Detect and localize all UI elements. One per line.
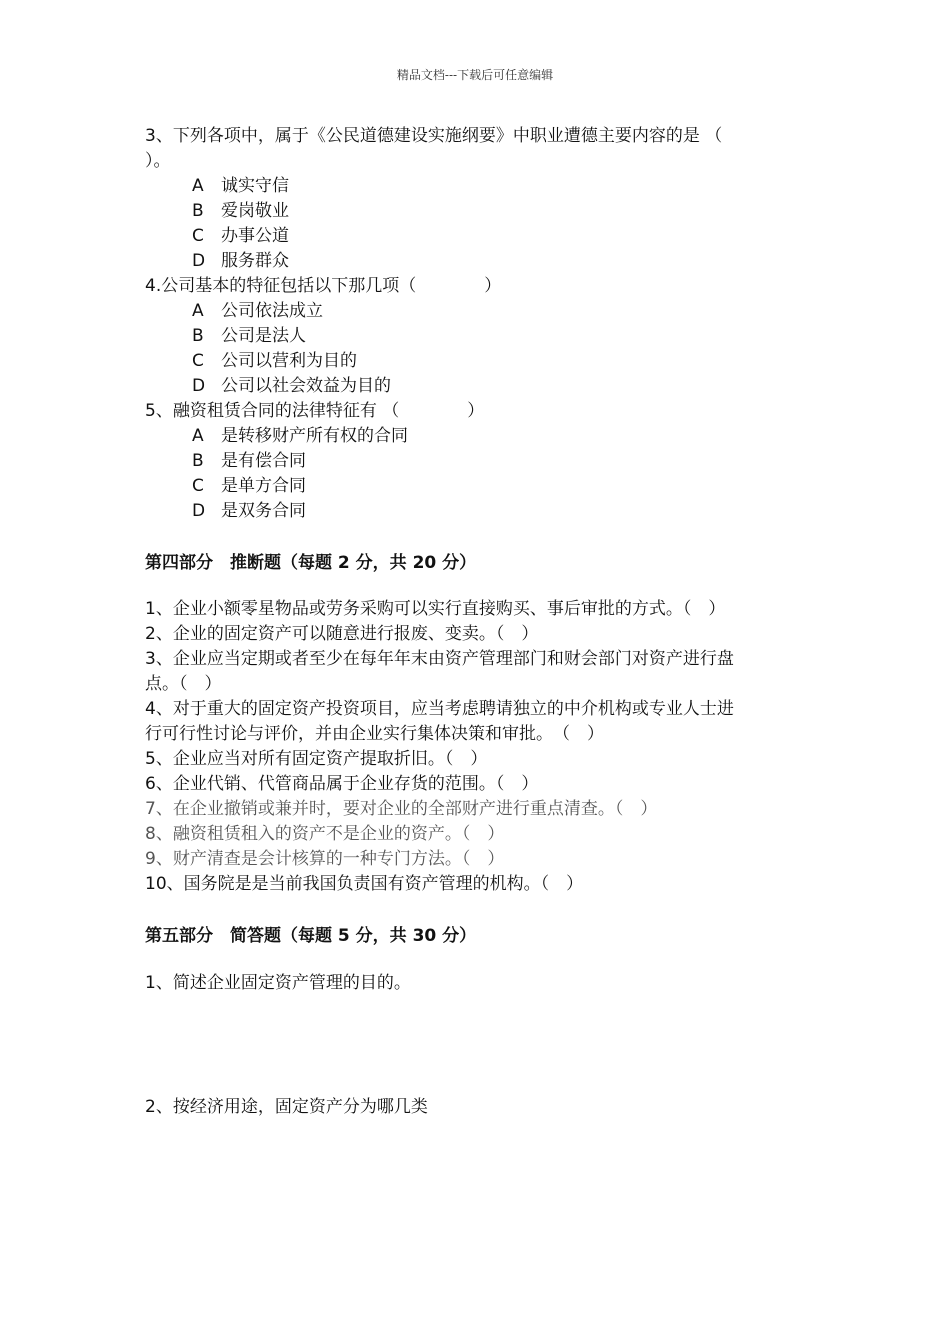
option-key: B [192, 451, 204, 471]
option-key: B [192, 326, 204, 346]
question-4: 4.公司基本的特征包括以下那几项（ ） [145, 276, 502, 296]
choice-questions [145, 124, 815, 524]
question-5: 5、融资租赁合同的法律特征有 （ ） [145, 401, 485, 421]
option-key: A [192, 301, 204, 321]
option-key: C [192, 476, 204, 496]
judgment-item: 3、企业应当定期或者至少在每年年末由资产管理部门和财会部门对资产进行盘 [145, 649, 734, 669]
judgment-item: 7、在企业撤销或兼并时，要对企业的全部财产进行重点清查。（ ） [145, 799, 658, 819]
option-text: 是有偿合同 [221, 451, 306, 471]
judgment-item: 6、企业代销、代管商品属于企业存货的范围。（ ） [145, 774, 539, 794]
question-3-option-b [145, 199, 815, 224]
judgment-item: 5、企业应当对所有固定资产提取折旧。（ ） [145, 749, 488, 769]
option-key: D [192, 501, 206, 521]
question-4-option-c [145, 349, 815, 374]
judgment-item: 1、企业小额零星物品或劳务采购可以实行直接购买、事后审批的方式。（ ） [145, 599, 726, 619]
question-5-option-a [145, 424, 815, 449]
question-3-option-d [145, 249, 815, 274]
option-text: 办事公道 [221, 226, 289, 246]
short-answer-text: 1、简述企业固定资产管理的目的。 [145, 973, 411, 993]
option-key: C [192, 351, 204, 371]
option-key: D [192, 376, 206, 396]
option-key: D [192, 251, 206, 271]
question-5-option-b [145, 449, 815, 474]
judgment-item: 行可行性讨论与评价，并由企业实行集体决策和审批。 （ ） [145, 724, 604, 744]
option-key: B [192, 201, 204, 221]
part-5-title: 第五部分 简答题（每题 5 分，共 30 分） [145, 926, 477, 946]
option-text: 爱岗敬业 [221, 201, 289, 221]
judgment-item: 2、企业的固定资产可以随意进行报废、变卖。（ ） [145, 624, 539, 644]
option-key: C [192, 226, 204, 246]
judgment-item: 9、财产清查是会计核算的一种专门方法。（ ） [145, 849, 505, 869]
judgment-item: 4、对于重大的固定资产投资项目，应当考虑聘请独立的中介机构或专业人士进 [145, 699, 734, 719]
option-text: 公司以营利为目的 [221, 351, 357, 371]
question-3-line-2: ）。 [145, 151, 171, 171]
part-4-title: 第四部分 推断题（每题 2 分，共 20 分） [145, 553, 477, 573]
option-key: A [192, 426, 204, 446]
option-text: 公司依法成立 [221, 301, 323, 321]
question-4-option-b [145, 324, 815, 349]
question-4-option-a [145, 299, 815, 324]
option-text: 公司以社会效益为目的 [221, 376, 391, 396]
option-text: 服务群众 [221, 251, 289, 271]
judgment-item: 点。（ ） [145, 674, 222, 694]
option-text: 公司是法人 [221, 326, 306, 346]
short-answer-question-1 [145, 971, 815, 996]
option-text: 是转移财产所有权的合同 [221, 426, 408, 446]
question-4-option-d [145, 374, 815, 399]
option-key: A [192, 176, 204, 196]
judgment-item: 10、国务院是是当前我国负责国有资产管理的机构。（ ） [145, 874, 584, 894]
option-text: 是单方合同 [221, 476, 306, 496]
short-answer-text: 2、按经济用途，固定资产分为哪几类 [145, 1097, 428, 1117]
part-4-questions [145, 597, 815, 897]
question-3-line-1: 3、下列各项中，属于《公民道德建设实施纲要》中职业遭德主要内容的是 （ [145, 126, 723, 146]
option-text: 是双务合同 [221, 501, 306, 521]
question-3-option-a [145, 174, 815, 199]
question-5-option-c [145, 474, 815, 499]
page-header: 精品文档---下载后可任意编辑 [396, 68, 554, 82]
question-3-option-c [145, 224, 815, 249]
judgment-item: 8、融资租赁租入的资产不是企业的资产。（ ） [145, 824, 505, 844]
short-answer-question-2 [145, 1095, 815, 1120]
question-5-option-d [145, 499, 815, 524]
option-text: 诚实守信 [221, 176, 289, 196]
